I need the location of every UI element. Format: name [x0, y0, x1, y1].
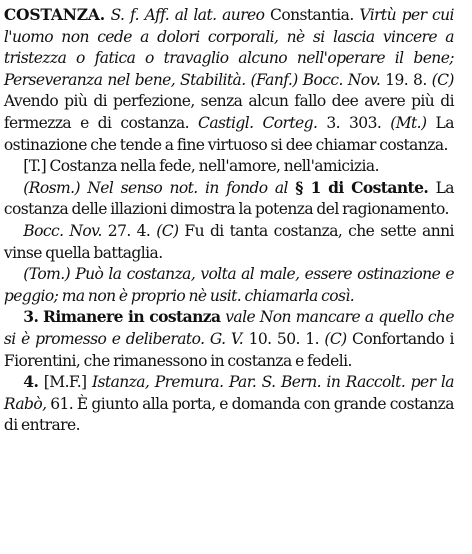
citation-tag: (C) — [156, 220, 179, 240]
source-location: 19. 8. — [385, 69, 427, 89]
citation-quote: È giunto alla porta, e domanda con grande costanza di entrare. — [3, 393, 454, 435]
sense-definition: vale Non mancare a quello che si è promesso e deliberato. — [3, 307, 454, 348]
sense-note: Nel senso not. in fondo al — [87, 177, 288, 197]
editor-tag: [M.F.] — [43, 372, 87, 392]
section-ref-di: di — [328, 177, 344, 197]
reference-tag: (Rosm.) — [23, 177, 80, 197]
sense-definition: Istanza, Premura. — [91, 372, 224, 392]
entry-example-boccaccio — [4, 220, 454, 263]
citation-quote: Confortando i Fiorentini, che rimanessono in costanza e fedeli. — [3, 328, 454, 370]
sense-phrase: Rimanere in costanza — [43, 307, 221, 327]
definition: Virtù per cui l'uomo non cede a dolori corporali, nè si lascia vincere a tristezza o fatica o travaglio alcuno nell'operare il bene; Perseveranza nel bene, Stabilità. — [3, 5, 454, 89]
sense-number: 4. — [23, 372, 39, 392]
reference-tag: (Fanf.) — [250, 69, 298, 89]
citation-tag: (Mt.) — [390, 112, 427, 132]
source-citation: Bocc. Nov. — [23, 220, 102, 240]
headword: COSTANZA. — [3, 5, 105, 24]
cross-ref: Costante. — [351, 177, 429, 197]
source-citation: Castigl. Corteg. — [198, 112, 318, 132]
entry-example-faith — [4, 155, 454, 177]
entry-example-tommaseo — [4, 263, 454, 306]
etymology: Constantia. — [270, 5, 354, 24]
citation-quote: Fu di tanta costanza, che sette anni vinse quella battaglia. — [3, 220, 454, 262]
source-location: 3. 303. — [326, 112, 382, 132]
example-text: La costanza delle illazioni dimostra la potenza del ragionamento. — [3, 177, 454, 219]
source-citation: Bocc. Nov. — [302, 69, 381, 89]
source-location: 27. 4. — [107, 220, 151, 240]
citation-tag: (C) — [431, 69, 454, 89]
citation-tag: (C) — [324, 328, 347, 348]
grammar-note: S. f. Aff. al lat. aureo — [110, 5, 265, 24]
source-citation: Par. S. Bern. in Raccolt. per la Rabò, — [3, 372, 454, 413]
section-ref: § 1 — [295, 177, 321, 197]
entry-sense-4 — [4, 371, 454, 436]
entry-example-rosmini — [4, 177, 454, 220]
citation-quote: La ostinazione che tende a fine virtuoso si dee chiamar costanza. — [3, 112, 454, 154]
editor-tag: [T.] — [23, 156, 47, 176]
source-citation: G. V. — [209, 328, 244, 348]
entry-sense-3 — [4, 306, 454, 371]
source-location: 10. 50. 1. — [248, 328, 319, 348]
example-text: Costanza nella fede, nell'amore, nell'amicizia. — [49, 156, 379, 176]
example-text: Può la costanza, volta al male, essere ostinazione e peggio; ma non è proprio nè usit. chiamarla così. — [3, 264, 454, 305]
sense-number: 3. — [23, 307, 39, 327]
entry-main-definition — [4, 4, 454, 155]
reference-tag: (Tom.) — [23, 264, 71, 284]
source-location: 61. — [50, 393, 74, 413]
citation-quote: Avendo più di perfezione, senza alcun fallo dee avere più di fermezza e di costanza. — [3, 91, 454, 132]
